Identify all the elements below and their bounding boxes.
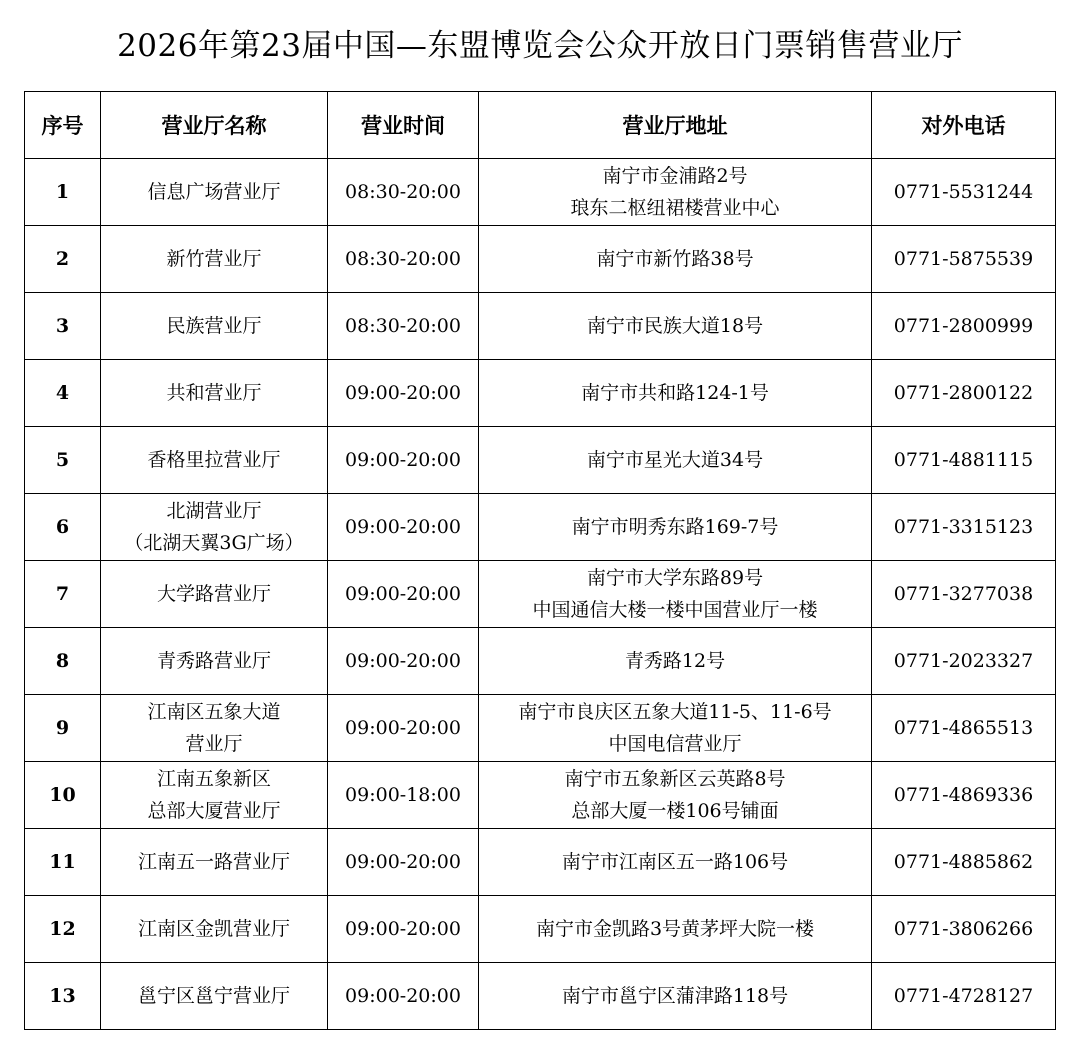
cell-business-hours: 09:00-20:00	[328, 561, 479, 628]
table-row	[25, 762, 1056, 829]
cell-index: 5	[25, 427, 101, 494]
address-line: 琅东二枢纽裙楼营业中心	[570, 197, 780, 219]
cell-business-hours: 09:00-20:00	[328, 695, 479, 762]
cell-phone: 0771-4728127	[872, 963, 1056, 1030]
address-line: 南宁市江南区五一路106号	[561, 851, 789, 873]
table-row	[25, 427, 1056, 494]
cell-hall-address	[479, 628, 872, 695]
cell-hall-address	[479, 561, 872, 628]
cell-hall-name	[101, 561, 328, 628]
table-row	[25, 628, 1056, 695]
cell-business-hours: 08:30-20:00	[328, 159, 479, 226]
address-line: 青秀路12号	[624, 650, 726, 672]
cell-hall-name	[101, 293, 328, 360]
cell-hall-name	[101, 695, 328, 762]
name-line: 民族营业厅	[166, 315, 262, 337]
header-index: 序号	[25, 92, 101, 159]
address-line: 南宁市明秀东路169-7号	[571, 516, 779, 538]
name-line: 江南区五象大道	[147, 701, 281, 723]
name-line: 江南区金凯营业厅	[137, 918, 290, 940]
cell-hall-address	[479, 963, 872, 1030]
cell-index: 9	[25, 695, 101, 762]
cell-index: 7	[25, 561, 101, 628]
cell-hall-name	[101, 360, 328, 427]
cell-phone: 0771-5531244	[872, 159, 1056, 226]
cell-hall-name	[101, 226, 328, 293]
address-line: 中国通信大楼一楼中国营业厅一楼	[532, 599, 818, 621]
cell-phone: 0771-2800999	[872, 293, 1056, 360]
cell-business-hours: 09:00-20:00	[328, 628, 479, 695]
cell-business-hours: 09:00-20:00	[328, 360, 479, 427]
cell-phone: 0771-5875539	[872, 226, 1056, 293]
header-phone: 对外电话	[872, 92, 1056, 159]
table-body	[25, 159, 1056, 1030]
cell-hall-address	[479, 829, 872, 896]
cell-hall-address	[479, 360, 872, 427]
cell-hall-name	[101, 628, 328, 695]
name-line: 邕宁区邕宁营业厅	[137, 985, 290, 1007]
address-line: 南宁市五象新区云英路8号	[564, 768, 786, 790]
table-row	[25, 963, 1056, 1030]
document-title: 2026年第23届中国—东盟博览会公众开放日门票销售营业厅	[117, 28, 963, 64]
cell-index: 3	[25, 293, 101, 360]
cell-business-hours: 09:00-20:00	[328, 494, 479, 561]
cell-hall-address	[479, 293, 872, 360]
cell-hall-address	[479, 695, 872, 762]
cell-hall-address	[479, 494, 872, 561]
cell-hall-address	[479, 762, 872, 829]
cell-business-hours: 09:00-20:00	[328, 829, 479, 896]
cell-hall-name	[101, 427, 328, 494]
cell-hall-address	[479, 159, 872, 226]
address-line: 总部大厦一楼106号铺面	[571, 800, 779, 822]
cell-index: 12	[25, 896, 101, 963]
name-line: 新竹营业厅	[166, 248, 262, 270]
sales-hall-table	[24, 91, 1056, 1030]
table-row	[25, 159, 1056, 226]
cell-phone: 0771-4865513	[872, 695, 1056, 762]
table-row	[25, 896, 1056, 963]
address-line: 中国电信营业厅	[608, 733, 742, 755]
cell-hall-name	[101, 963, 328, 1030]
name-line: 香格里拉营业厅	[147, 449, 281, 471]
cell-index: 6	[25, 494, 101, 561]
cell-business-hours: 09:00-18:00	[328, 762, 479, 829]
name-line: 北湖营业厅	[166, 500, 262, 522]
cell-hall-address	[479, 226, 872, 293]
name-line: 信息广场营业厅	[147, 181, 281, 203]
cell-business-hours: 08:30-20:00	[328, 293, 479, 360]
cell-hall-name	[101, 829, 328, 896]
table-row	[25, 695, 1056, 762]
cell-phone: 0771-3806266	[872, 896, 1056, 963]
cell-index: 13	[25, 963, 101, 1030]
name-line: 营业厅	[185, 733, 243, 755]
table-row	[25, 494, 1056, 561]
name-line: 总部大厦营业厅	[147, 800, 281, 822]
table-row	[25, 561, 1056, 628]
address-line: 南宁市邕宁区蒲津路118号	[561, 985, 789, 1007]
cell-phone: 0771-2800122	[872, 360, 1056, 427]
cell-hall-name	[101, 494, 328, 561]
cell-index: 4	[25, 360, 101, 427]
table-header-row	[25, 92, 1056, 159]
address-line: 南宁市大学东路89号	[586, 567, 764, 589]
address-line: 南宁市良庆区五象大道11-5、11-6号	[518, 701, 832, 723]
cell-phone: 0771-2023327	[872, 628, 1056, 695]
table-row	[25, 360, 1056, 427]
cell-index: 2	[25, 226, 101, 293]
cell-hall-address	[479, 427, 872, 494]
cell-phone: 0771-4881115	[872, 427, 1056, 494]
cell-business-hours: 09:00-20:00	[328, 427, 479, 494]
name-line: 大学路营业厅	[156, 583, 271, 605]
table-row	[25, 829, 1056, 896]
name-line: 青秀路营业厅	[156, 650, 271, 672]
address-line: 南宁市民族大道18号	[586, 315, 764, 337]
header-hall-address: 营业厅地址	[479, 92, 872, 159]
cell-index: 8	[25, 628, 101, 695]
address-line: 南宁市共和路124-1号	[581, 382, 769, 404]
table-row	[25, 293, 1056, 360]
name-line: （北湖天翼3G广场）	[124, 532, 304, 554]
address-line: 南宁市新竹路38号	[596, 248, 754, 270]
cell-business-hours: 09:00-20:00	[328, 963, 479, 1030]
cell-index: 11	[25, 829, 101, 896]
cell-business-hours: 09:00-20:00	[328, 896, 479, 963]
cell-index: 1	[25, 159, 101, 226]
name-line: 共和营业厅	[166, 382, 262, 404]
cell-phone: 0771-4869336	[872, 762, 1056, 829]
address-line: 南宁市星光大道34号	[586, 449, 764, 471]
header-business-hours: 营业时间	[328, 92, 479, 159]
cell-index: 10	[25, 762, 101, 829]
cell-hall-address	[479, 896, 872, 963]
name-line: 江南五象新区	[156, 768, 271, 790]
cell-business-hours: 08:30-20:00	[328, 226, 479, 293]
table-row	[25, 226, 1056, 293]
cell-phone: 0771-4885862	[872, 829, 1056, 896]
cell-hall-name	[101, 159, 328, 226]
cell-hall-name	[101, 762, 328, 829]
name-line: 江南五一路营业厅	[137, 851, 290, 873]
header-hall-name: 营业厅名称	[101, 92, 328, 159]
address-line: 南宁市金浦路2号	[602, 165, 748, 187]
address-line: 南宁市金凯路3号黄茅坪大院一楼	[535, 918, 815, 940]
cell-hall-name	[101, 896, 328, 963]
cell-phone: 0771-3315123	[872, 494, 1056, 561]
cell-phone: 0771-3277038	[872, 561, 1056, 628]
